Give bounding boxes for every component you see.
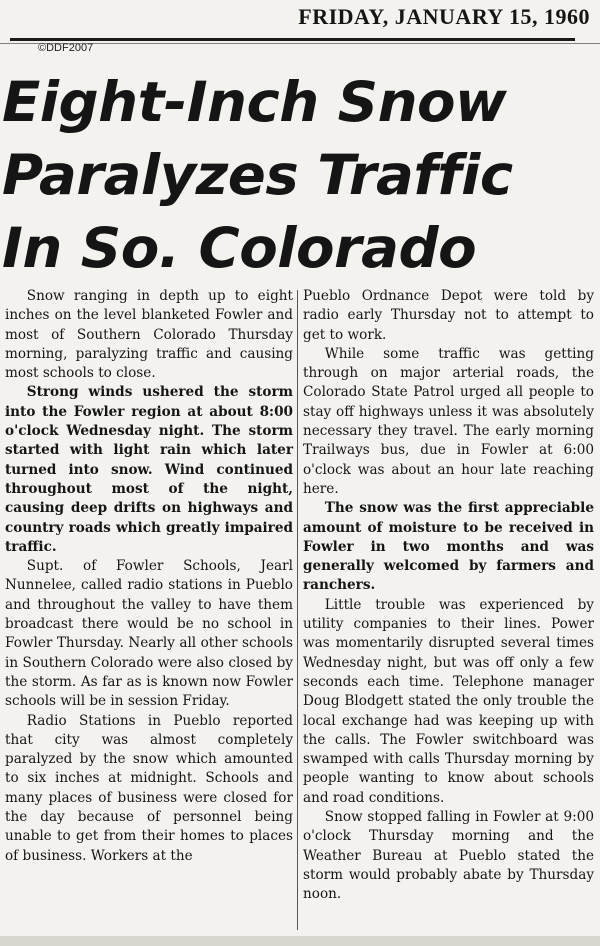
paragraph: Supt. of Fowler Schools, Jearl Nunnelee, called radio stations in Pueblo and throughout the valley to have them broadcast there would be no school in Fowler Thursday. Nearly all other schools in Southern Colorado were also closed by the storm. As far as is known now Fowler schools will be in session Friday. <box>5 558 293 710</box>
paragraph: Pueblo Ordnance Depot were told by radio early Thursday not to attempt to get to work. <box>303 288 594 343</box>
paragraph: Little trouble was experienced by utility companies to their lines. Power was momentarily disrupted several times Wednesday night, but was off only a few seconds each time. Telephone manager Doug Blodgett stated the only trouble the local exchange had was keeping up with the calls. The Fowler switchboard was swamped with calls Thursday morning by people wanting to know about schools and road conditions. <box>303 596 594 806</box>
paragraph: Radio Stations in Pueblo reported that city was almost completely paralyzed by the snow which amounted to six inches at midnight. Schools and many places of business were closed for the day because of personnel being unable to get from their homes to places of business. Workers at the <box>5 712 293 864</box>
headline <box>2 66 600 285</box>
headline-line-1: Eight-Inch Snow <box>2 70 507 134</box>
column-divider <box>297 290 298 930</box>
header-rule <box>10 38 575 41</box>
paragraph: Snow stopped falling in Fowler at 9:00 o'clock Thursday morning and the Weather Bureau at Pueblo stated the storm would probably abate by Thursday noon. <box>303 809 594 903</box>
copyright-watermark: ©DDF2007 <box>38 42 94 54</box>
paragraph: Strong winds ushered the storm into the Fowler region at about 8:00 o'clock Wednesday night. The storm started with light rain which later turned into snow. Wind continued throughout most of the night, causing deep drifts on highways and country roads which greatly impaired traffic. <box>5 384 293 555</box>
paragraph: While some traffic was getting through on major arterial roads, the Colorado State Patrol urged all people to stay off highways unless it was absolutely necessary they travel. The early morning Trailways bus, due in Fowler at 6:00 o'clock was about an hour late reaching here. <box>303 345 594 497</box>
dateline: FRIDAY, JANUARY 15, 1960 <box>298 4 590 29</box>
paragraph: Snow ranging in depth up to eight inches on the level blanketed Fowler and most of Southern Colorado Thursday morning, paralyzing traffic and causing most schools to close. <box>5 288 293 382</box>
page-bottom-edge <box>0 936 600 946</box>
headline-line-2: Paralyzes Traffic <box>2 143 513 207</box>
paragraph: The snow was the first appreciable amount of moisture to be received in Fowler in two months and was generally welcomed by farmers and ranchers. <box>303 500 594 594</box>
article-column-left <box>5 287 293 866</box>
headline-line-3: In So. Colorado <box>2 216 477 280</box>
article-column-right <box>303 287 594 905</box>
